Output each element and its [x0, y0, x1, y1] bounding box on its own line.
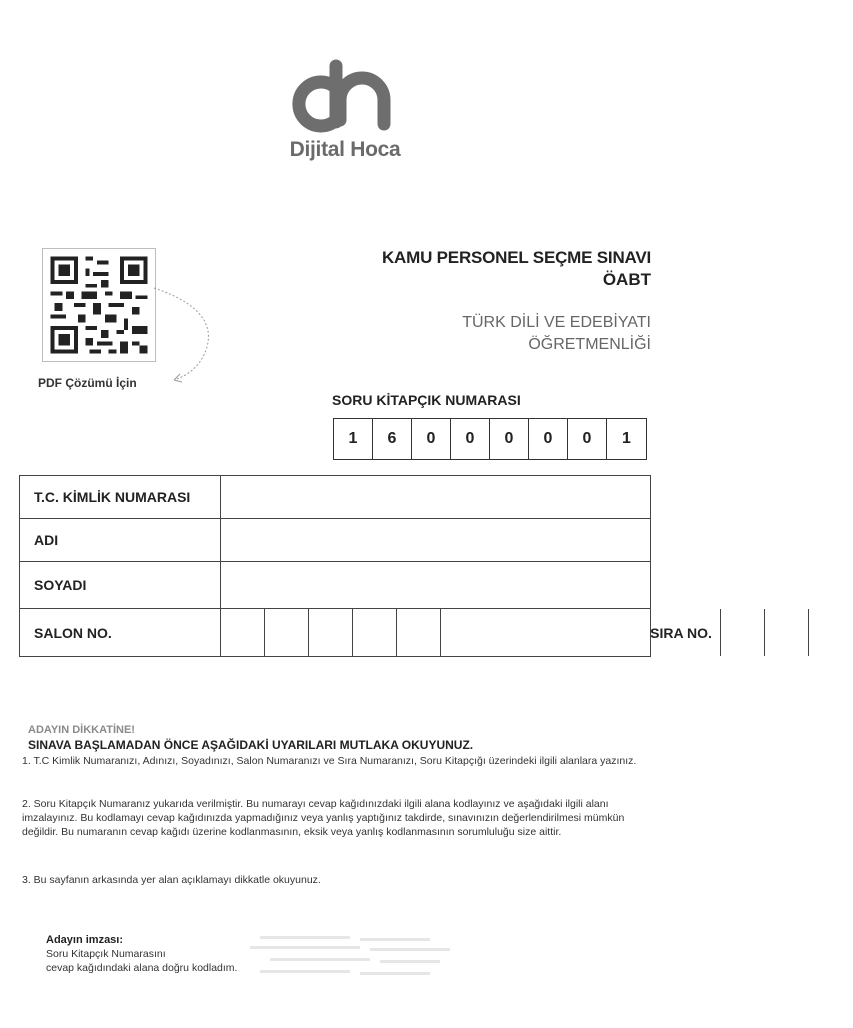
signature-line-2: cevap kağıdındaki alana doğru kodladım. — [46, 962, 238, 974]
surname-row — [20, 562, 650, 609]
logo-text: Dijital Hoca — [289, 138, 401, 161]
attention-title: ADAYIN DİKKATİNE! — [28, 724, 135, 736]
booklet-digit: 1 — [622, 430, 631, 447]
qr-caption: PDF Çözümü İçin — [38, 376, 137, 390]
surname-field[interactable] — [221, 562, 650, 608]
booklet-digit: 6 — [373, 419, 412, 459]
salon-number-cells — [221, 609, 441, 656]
booklet-digit: 0 — [490, 419, 529, 459]
dijital-hoca-logo-icon — [288, 60, 396, 140]
sira-cell[interactable] — [765, 609, 809, 656]
salon-row — [20, 609, 712, 656]
instruction-item-2: 2. Soru Kitapçık Numaranız yukarıda verilmiştir. Bu numarayı cevap kağıdınızdaki ilgili alana kodlayınız ve aşağıdaki ilgili alanı imzalayınız. Bu kodlamayı cevap kağıdınızda yapmadığınız veya yanlış yaptığınız takdirde, sınavınızın değerlendirilmesi mümkün değildir. Bu numaranın cevap kağıdı üzerine kodlanmasının, eksik veya yanlış kodlanmasının sorumluluğu size aittir. — [22, 798, 625, 838]
salon-cell[interactable] — [353, 609, 397, 656]
name-field[interactable] — [221, 519, 650, 561]
sira-cell[interactable] — [721, 609, 765, 656]
signature-title: Adayın imzası: — [46, 934, 124, 946]
booklet-digit: 0 — [412, 419, 451, 459]
booklet-number-label: SORU KİTAPÇIK NUMARASI — [332, 392, 521, 408]
instruction-item-3: 3. Bu sayfanın arkasında yer alan açıklamayı dikkatle okuyunuz. — [22, 874, 321, 886]
tc-label: T.C. KİMLİK NUMARASI — [20, 476, 221, 518]
salon-field — [221, 609, 712, 656]
branch-line-2: ÖĞRETMENLİĞİ — [528, 336, 651, 353]
candidate-info-table — [19, 475, 712, 657]
instruction-item-1: 1. T.C Kimlik Numaranızı, Adınızı, Soyadınızı, Salon Numaranızı ve Sıra Numaranızı, Soru Kitapçığı üzerindeki ilgili alanlara yazınız. — [22, 755, 637, 767]
name-label: ADI — [20, 519, 221, 561]
booklet-digit: 0 — [529, 419, 568, 459]
tc-field[interactable] — [221, 476, 650, 518]
branch-line-1: TÜRK DİLİ VE EDEBİYATI — [462, 314, 651, 331]
sira-number-cells — [721, 609, 853, 656]
booklet-digit: 0 — [451, 419, 490, 459]
booklet-number-boxes — [333, 418, 647, 460]
tc-row — [20, 476, 650, 519]
booklet-digit: 1 — [334, 419, 373, 459]
name-row — [20, 519, 650, 562]
dashed-arrow-icon — [150, 280, 230, 390]
sira-cell[interactable] — [809, 609, 853, 656]
salon-cell[interactable] — [265, 609, 309, 656]
surname-label: SOYADI — [20, 562, 221, 608]
qr-code-icon[interactable] — [42, 248, 156, 362]
booklet-digit: 0 — [568, 419, 607, 459]
salon-label: SALON NO. — [20, 609, 221, 656]
instructions-heading: SINAVA BAŞLAMADAN ÖNCE AŞAĞIDAKİ UYARILARI MUTLAKA OKUYUNUZ. — [28, 738, 474, 752]
salon-cell[interactable] — [397, 609, 441, 656]
salon-cell[interactable] — [221, 609, 265, 656]
signature-line-1: Soru Kitapçık Numarasını — [46, 948, 166, 960]
signature-area[interactable] — [200, 930, 500, 986]
exam-title: KAMU PERSONEL SEÇME SINAVI — [381, 248, 651, 267]
exam-subtitle: ÖABT — [602, 270, 651, 289]
salon-cell[interactable] — [309, 609, 353, 656]
sira-label: SIRA NO. — [642, 609, 721, 656]
